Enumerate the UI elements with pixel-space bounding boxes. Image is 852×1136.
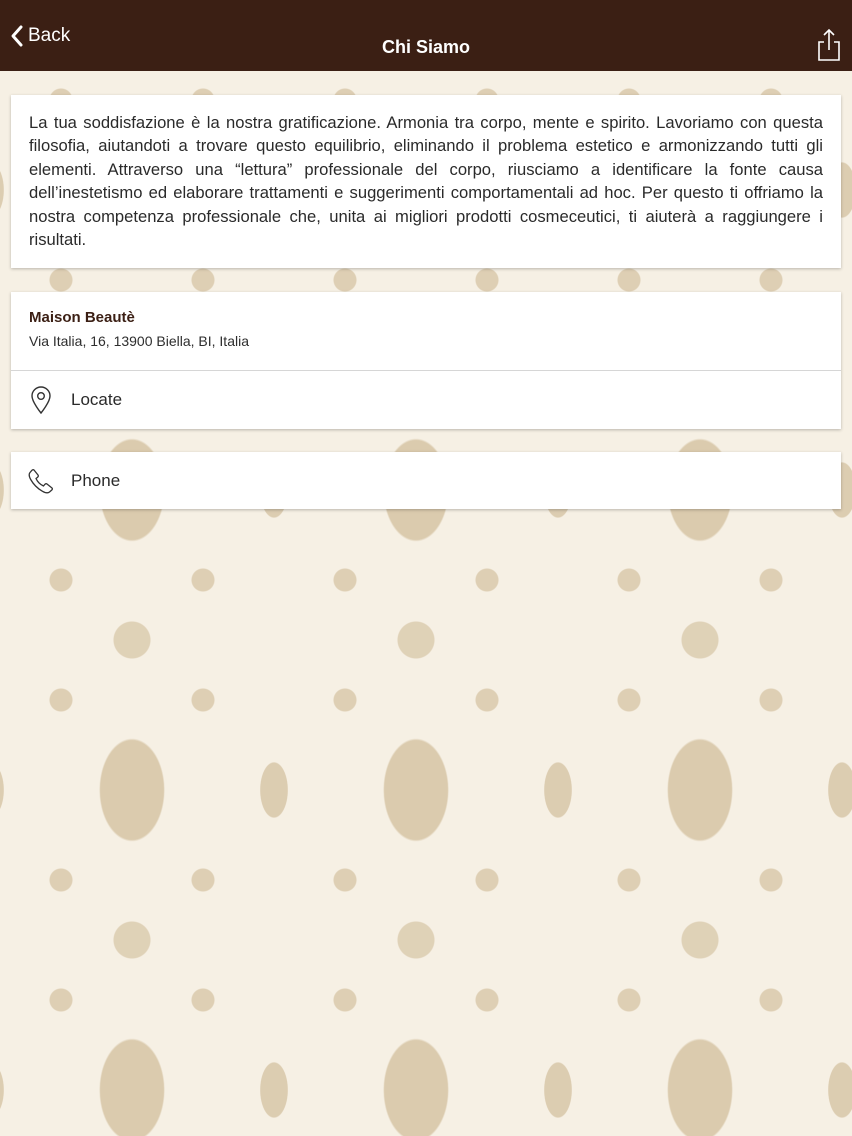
locate-label: Locate — [71, 390, 123, 409]
map-pin-icon — [28, 384, 54, 416]
back-label: Back — [28, 24, 71, 46]
about-card — [11, 95, 841, 268]
phone-card — [11, 452, 841, 509]
locate-row[interactable] — [11, 371, 841, 429]
phone-icon — [28, 465, 54, 497]
phone-row[interactable] — [11, 452, 841, 509]
address-block — [11, 292, 841, 371]
share-icon — [816, 49, 842, 66]
share-button[interactable] — [816, 28, 842, 62]
business-name: Maison Beautè — [29, 309, 135, 326]
business-address: Via Italia, 16, 13900 Biella, BI, Italia — [29, 333, 249, 349]
contact-card — [11, 292, 841, 429]
navigation-bar — [0, 0, 852, 71]
phone-label: Phone — [71, 470, 121, 490]
about-text: La tua soddisfazione è la nostra gratificazione. Armonia tra corpo, mente e spirito. Lavoriamo con questa filosofia, aiutandoti a trovare questo equilibrio, eliminando il problema estetico e armonizzando tutti gli elementi. Attraverso una “lettura” professionale del corpo, riusciamo a identificare la fonte causa dell’inestetismo ed elaborare trattamenti e suggerimenti comportamentali ad hoc. Per questo ti offriamo la nostra competenza professionale che, unita ai migliori prodotti cosmeceutici, ti aiuterà a raggiungere i risultati. — [29, 113, 823, 250]
page-title: Chi Siamo — [381, 37, 470, 57]
